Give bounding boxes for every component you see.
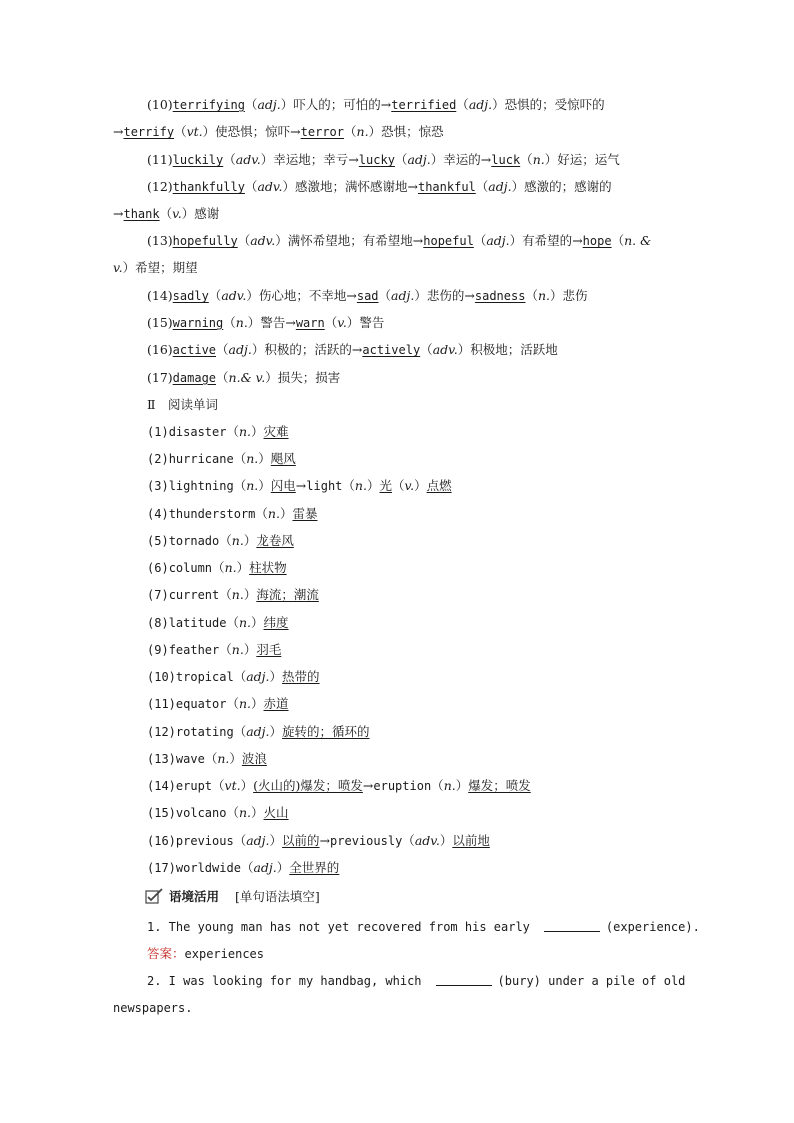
reading-word-2: (2)hurricane（n.）飓风 [147, 451, 296, 466]
reading-word-7: (7)current（n.）海流；潮流 [147, 587, 319, 602]
reading-word-17: (17)worldwide（adj.）全世界的 [147, 860, 340, 875]
question-2: 2. I was looking for my handbag, which (bury) under a pile of old [147, 974, 686, 988]
reading-word-16: (16)previous（adj.）以前的→previously（adv.）以前地 [147, 833, 490, 848]
vocab-item-16: (16)active（adj.）积极的；活跃的→actively（adv.）积极地；活跃地 [147, 342, 558, 357]
reading-word-14: (14)erupt（vt.）(火山的)爆发；喷发→eruption（n.）爆发；喷发 [147, 778, 531, 793]
vocab-item-15: (15)warning（n.）警告→warn（v.）警告 [147, 315, 385, 330]
answer-blank-2[interactable] [436, 973, 492, 986]
practice-heading: 语境活用 [单句语法填空] [145, 888, 320, 905]
pencil-check-icon [145, 888, 165, 904]
reading-word-3: (3)lightning（n.）闪电→light（n.）光（v.）点燃 [147, 478, 452, 493]
reading-word-6: (6)column（n.）柱状物 [147, 560, 287, 575]
vocab-item-17: (17)damage（n.& v.）损失；损害 [147, 370, 341, 385]
reading-word-1: (1)disaster（n.）灾难 [147, 424, 289, 439]
reading-word-8: (8)latitude（n.）纬度 [147, 615, 289, 630]
vocab-item-12: (12)thankfully（adv.）感激地；满怀感谢地→thankful（adj.）感激的；感谢的 [147, 179, 612, 194]
vocab-item-12-cont: →thank（v.）感谢 [113, 206, 220, 221]
vocab-item-14: (14)sadly（adv.）伤心地；不幸地→sad（adj.）悲伤的→sadness（n.）悲伤 [147, 288, 588, 303]
vocab-item-13-cont: v.）希望；期望 [113, 260, 198, 275]
reading-word-11: (11)equator（n.）赤道 [147, 696, 289, 711]
question-2-cont: newspapers. [113, 1001, 193, 1015]
vocab-item-11: (11)luckily（adv.）幸运地；幸亏→lucky（adj.）幸运的→luck（n.）好运；运气 [147, 152, 620, 167]
reading-word-9: (9)feather（n.）羽毛 [147, 642, 282, 657]
reading-word-13: (13)wave（n.）波浪 [147, 751, 267, 766]
section-heading-reading-words: Ⅱ 阅读单词 [147, 397, 218, 412]
answer-1: 答案：experiences [147, 946, 264, 961]
question-1: 1. The young man has not yet recovered from his early (experience). [147, 920, 700, 934]
vocab-item-13: (13)hopefully（adv.）满怀希望地；有希望地→hopeful（adj.）有希望的→hope（n. & [147, 233, 652, 248]
reading-word-5: (5)tornado（n.）龙卷风 [147, 533, 294, 548]
vocab-item-10: (10)terrifying（adj.）吓人的；可怕的→terrified（adj.）恐惧的；受惊吓的 [147, 97, 605, 112]
answer-blank-1[interactable] [544, 919, 600, 932]
vocab-item-10-cont: →terrify（vt.）使恐惧；惊吓→terror（n.）恐惧；惊恐 [113, 124, 444, 139]
reading-word-15: (15)volcano（n.）火山 [147, 805, 289, 820]
reading-word-12: (12)rotating（adj.）旋转的；循环的 [147, 724, 370, 739]
reading-word-4: (4)thunderstorm（n.）雷暴 [147, 506, 318, 521]
reading-word-10: (10)tropical（adj.）热带的 [147, 669, 320, 684]
